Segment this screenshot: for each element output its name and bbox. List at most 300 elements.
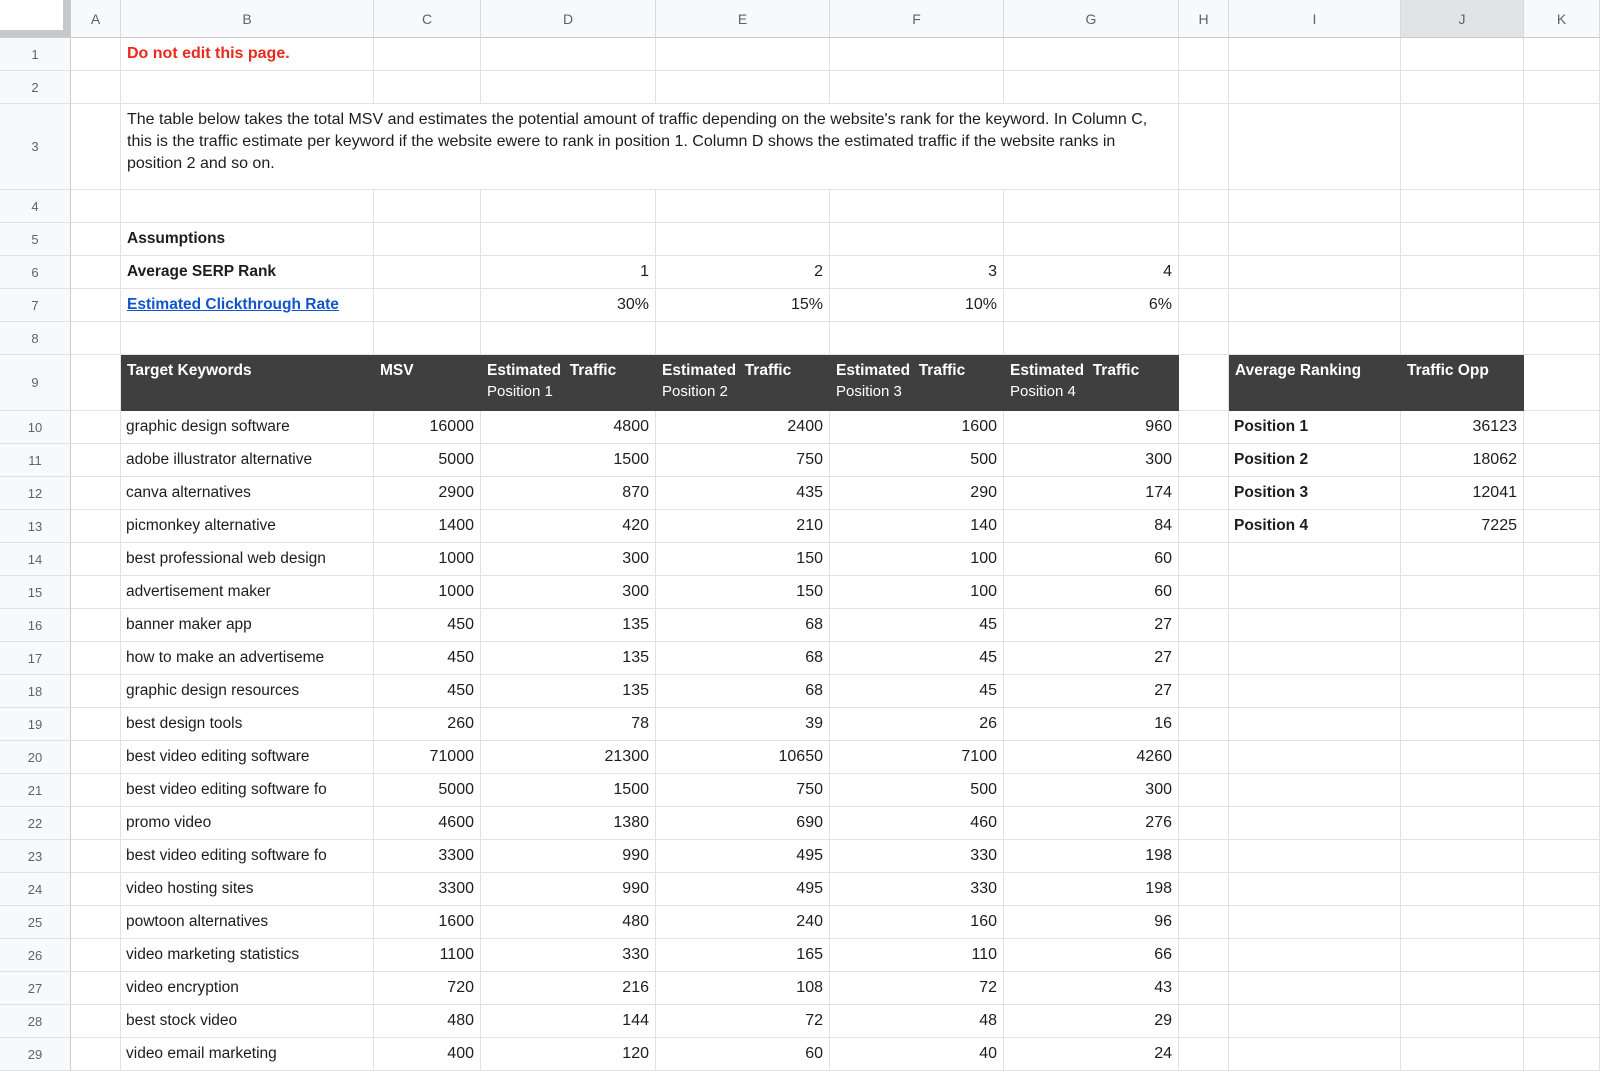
cell-D1[interactable]	[481, 38, 656, 71]
cell-E7[interactable]	[656, 289, 830, 322]
estimated-ctr-link[interactable]: Estimated Clickthrough Rate	[127, 296, 339, 313]
cell-F18[interactable]	[830, 675, 1004, 708]
column-header-D[interactable]: D	[481, 0, 656, 38]
cell-D8[interactable]	[481, 322, 656, 355]
cell-C12[interactable]	[374, 477, 481, 510]
cell-I24[interactable]	[1229, 873, 1401, 906]
cell-G24[interactable]	[1004, 873, 1179, 906]
cell-D10[interactable]	[481, 411, 656, 444]
column-header-F[interactable]: F	[830, 0, 1004, 38]
cell-A11[interactable]	[71, 444, 121, 477]
row-header-3[interactable]: 3	[0, 104, 71, 190]
cell-H29[interactable]	[1179, 1038, 1229, 1071]
cell-C16[interactable]	[374, 609, 481, 642]
cell-F24[interactable]	[830, 873, 1004, 906]
cell-J12[interactable]	[1401, 477, 1524, 510]
row-header-25[interactable]: 25	[0, 906, 71, 939]
cell-G5[interactable]	[1004, 223, 1179, 256]
cell-B4[interactable]	[121, 190, 374, 223]
cell-J23[interactable]	[1401, 840, 1524, 873]
cell-K11[interactable]	[1524, 444, 1600, 477]
cell-C29[interactable]	[374, 1038, 481, 1071]
cell-E8[interactable]	[656, 322, 830, 355]
cell-F26[interactable]	[830, 939, 1004, 972]
cell-E13[interactable]	[656, 510, 830, 543]
cell-I23[interactable]	[1229, 840, 1401, 873]
cell-B11[interactable]	[121, 444, 374, 477]
cell-H15[interactable]	[1179, 576, 1229, 609]
cell-I10[interactable]	[1229, 411, 1401, 444]
cell-G7[interactable]	[1004, 289, 1179, 322]
cell-D11[interactable]	[481, 444, 656, 477]
cell-C8[interactable]	[374, 322, 481, 355]
cell-K5[interactable]	[1524, 223, 1600, 256]
cell-H8[interactable]	[1179, 322, 1229, 355]
cell-E12[interactable]	[656, 477, 830, 510]
row-header-18[interactable]: 18	[0, 675, 71, 708]
cell-E25[interactable]	[656, 906, 830, 939]
cell-I3[interactable]	[1229, 104, 1401, 190]
cell-B28[interactable]	[121, 1005, 374, 1038]
row-header-14[interactable]: 14	[0, 543, 71, 576]
cell-I2[interactable]	[1229, 71, 1401, 104]
row-header-6[interactable]: 6	[0, 256, 71, 289]
column-header-H[interactable]: H	[1179, 0, 1229, 38]
cell-I13[interactable]	[1229, 510, 1401, 543]
cell-H13[interactable]	[1179, 510, 1229, 543]
cell-I12[interactable]	[1229, 477, 1401, 510]
cell-B7[interactable]	[121, 289, 374, 322]
cell-J17[interactable]	[1401, 642, 1524, 675]
cell-F4[interactable]	[830, 190, 1004, 223]
row-header-26[interactable]: 26	[0, 939, 71, 972]
row-header-13[interactable]: 13	[0, 510, 71, 543]
cell-C11[interactable]	[374, 444, 481, 477]
cell-H16[interactable]	[1179, 609, 1229, 642]
cell-D6[interactable]	[481, 256, 656, 289]
cell-H6[interactable]	[1179, 256, 1229, 289]
cell-J27[interactable]	[1401, 972, 1524, 1005]
cell-A14[interactable]	[71, 543, 121, 576]
cell-F15[interactable]	[830, 576, 1004, 609]
cell-E6[interactable]	[656, 256, 830, 289]
cell-I29[interactable]	[1229, 1038, 1401, 1071]
cell-B29[interactable]	[121, 1038, 374, 1071]
cell-C15[interactable]	[374, 576, 481, 609]
cell-A3[interactable]	[71, 104, 121, 190]
cell-H17[interactable]	[1179, 642, 1229, 675]
cell-H20[interactable]	[1179, 741, 1229, 774]
cell-G4[interactable]	[1004, 190, 1179, 223]
cell-E17[interactable]	[656, 642, 830, 675]
row-header-12[interactable]: 12	[0, 477, 71, 510]
cell-B27[interactable]	[121, 972, 374, 1005]
row-header-5[interactable]: 5	[0, 223, 71, 256]
cell-C10[interactable]	[374, 411, 481, 444]
cell-J15[interactable]	[1401, 576, 1524, 609]
cell-E18[interactable]	[656, 675, 830, 708]
cell-G23[interactable]	[1004, 840, 1179, 873]
cell-B10[interactable]	[121, 411, 374, 444]
cell-A6[interactable]	[71, 256, 121, 289]
cell-B23[interactable]	[121, 840, 374, 873]
column-header-E[interactable]: E	[656, 0, 830, 38]
cell-J14[interactable]	[1401, 543, 1524, 576]
cell-A15[interactable]	[71, 576, 121, 609]
cell-K14[interactable]	[1524, 543, 1600, 576]
cell-F29[interactable]	[830, 1038, 1004, 1071]
cell-F13[interactable]	[830, 510, 1004, 543]
cell-H10[interactable]	[1179, 411, 1229, 444]
cell-C18[interactable]	[374, 675, 481, 708]
row-header-10[interactable]: 10	[0, 411, 71, 444]
cell-H19[interactable]	[1179, 708, 1229, 741]
cell-I20[interactable]	[1229, 741, 1401, 774]
row-header-7[interactable]: 7	[0, 289, 71, 322]
cell-G25[interactable]	[1004, 906, 1179, 939]
cell-I18[interactable]	[1229, 675, 1401, 708]
cell-D4[interactable]	[481, 190, 656, 223]
column-header-A[interactable]: A	[71, 0, 121, 38]
cell-K28[interactable]	[1524, 1005, 1600, 1038]
cell-B15[interactable]	[121, 576, 374, 609]
cell-J6[interactable]	[1401, 256, 1524, 289]
column-header-J[interactable]: J	[1401, 0, 1524, 38]
cell-C17[interactable]	[374, 642, 481, 675]
row-header-8[interactable]: 8	[0, 322, 71, 355]
cell-F2[interactable]	[830, 71, 1004, 104]
cell-D17[interactable]	[481, 642, 656, 675]
cell-D21[interactable]	[481, 774, 656, 807]
cell-D7[interactable]	[481, 289, 656, 322]
cell-I22[interactable]	[1229, 807, 1401, 840]
cell-G20[interactable]	[1004, 741, 1179, 774]
cell-I4[interactable]	[1229, 190, 1401, 223]
cell-B20[interactable]	[121, 741, 374, 774]
cell-J11[interactable]	[1401, 444, 1524, 477]
cell-F9[interactable]	[830, 355, 1004, 411]
cell-D23[interactable]	[481, 840, 656, 873]
cell-K9[interactable]	[1524, 355, 1600, 411]
select-all-corner[interactable]	[0, 0, 71, 38]
cell-A13[interactable]	[71, 510, 121, 543]
cell-D19[interactable]	[481, 708, 656, 741]
row-header-1[interactable]: 1	[0, 38, 71, 71]
cell-E2[interactable]	[656, 71, 830, 104]
cell-E14[interactable]	[656, 543, 830, 576]
cell-I5[interactable]	[1229, 223, 1401, 256]
cell-G28[interactable]	[1004, 1005, 1179, 1038]
cell-I8[interactable]	[1229, 322, 1401, 355]
cell-K4[interactable]	[1524, 190, 1600, 223]
cell-H14[interactable]	[1179, 543, 1229, 576]
cell-E11[interactable]	[656, 444, 830, 477]
cell-D16[interactable]	[481, 609, 656, 642]
cell-B6[interactable]	[121, 256, 374, 289]
cell-G10[interactable]	[1004, 411, 1179, 444]
row-header-2[interactable]: 2	[0, 71, 71, 104]
cell-F10[interactable]	[830, 411, 1004, 444]
cell-B3[interactable]	[121, 104, 1179, 190]
cell-C14[interactable]	[374, 543, 481, 576]
cell-K2[interactable]	[1524, 71, 1600, 104]
cell-I16[interactable]	[1229, 609, 1401, 642]
cell-A27[interactable]	[71, 972, 121, 1005]
cell-F12[interactable]	[830, 477, 1004, 510]
column-header-B[interactable]: B	[121, 0, 374, 38]
cell-A20[interactable]	[71, 741, 121, 774]
cell-E23[interactable]	[656, 840, 830, 873]
cell-K16[interactable]	[1524, 609, 1600, 642]
cell-J20[interactable]	[1401, 741, 1524, 774]
cell-A23[interactable]	[71, 840, 121, 873]
cell-K27[interactable]	[1524, 972, 1600, 1005]
row-header-16[interactable]: 16	[0, 609, 71, 642]
cell-K12[interactable]	[1524, 477, 1600, 510]
cell-J8[interactable]	[1401, 322, 1524, 355]
cell-B24[interactable]	[121, 873, 374, 906]
cell-A9[interactable]	[71, 355, 121, 411]
cell-K26[interactable]	[1524, 939, 1600, 972]
cell-F8[interactable]	[830, 322, 1004, 355]
cell-K13[interactable]	[1524, 510, 1600, 543]
cell-C19[interactable]	[374, 708, 481, 741]
cell-K19[interactable]	[1524, 708, 1600, 741]
cell-K3[interactable]	[1524, 104, 1600, 190]
cell-C9[interactable]	[374, 355, 481, 411]
cell-I26[interactable]	[1229, 939, 1401, 972]
cell-K6[interactable]	[1524, 256, 1600, 289]
cell-B25[interactable]	[121, 906, 374, 939]
row-header-9[interactable]: 9	[0, 355, 71, 411]
cell-H3[interactable]	[1179, 104, 1229, 190]
cell-G16[interactable]	[1004, 609, 1179, 642]
cell-B26[interactable]	[121, 939, 374, 972]
cell-H18[interactable]	[1179, 675, 1229, 708]
cell-E29[interactable]	[656, 1038, 830, 1071]
cell-K20[interactable]	[1524, 741, 1600, 774]
cell-B18[interactable]	[121, 675, 374, 708]
cell-G13[interactable]	[1004, 510, 1179, 543]
cell-C28[interactable]	[374, 1005, 481, 1038]
cell-J18[interactable]	[1401, 675, 1524, 708]
cell-G22[interactable]	[1004, 807, 1179, 840]
cell-A8[interactable]	[71, 322, 121, 355]
cell-H11[interactable]	[1179, 444, 1229, 477]
cell-B14[interactable]	[121, 543, 374, 576]
cell-K25[interactable]	[1524, 906, 1600, 939]
cell-D28[interactable]	[481, 1005, 656, 1038]
cell-A22[interactable]	[71, 807, 121, 840]
cell-C27[interactable]	[374, 972, 481, 1005]
cell-I6[interactable]	[1229, 256, 1401, 289]
cell-J13[interactable]	[1401, 510, 1524, 543]
cell-J21[interactable]	[1401, 774, 1524, 807]
row-header-15[interactable]: 15	[0, 576, 71, 609]
cell-H26[interactable]	[1179, 939, 1229, 972]
cell-D22[interactable]	[481, 807, 656, 840]
cell-H4[interactable]	[1179, 190, 1229, 223]
cell-G18[interactable]	[1004, 675, 1179, 708]
cell-E1[interactable]	[656, 38, 830, 71]
column-header-C[interactable]: C	[374, 0, 481, 38]
cell-J3[interactable]	[1401, 104, 1524, 190]
cell-J28[interactable]	[1401, 1005, 1524, 1038]
cell-I25[interactable]	[1229, 906, 1401, 939]
row-header-23[interactable]: 23	[0, 840, 71, 873]
cell-J1[interactable]	[1401, 38, 1524, 71]
cell-H7[interactable]	[1179, 289, 1229, 322]
cell-I9[interactable]	[1229, 355, 1401, 411]
row-header-21[interactable]: 21	[0, 774, 71, 807]
cell-C2[interactable]	[374, 71, 481, 104]
cell-A26[interactable]	[71, 939, 121, 972]
cell-J19[interactable]	[1401, 708, 1524, 741]
cell-H2[interactable]	[1179, 71, 1229, 104]
cell-F25[interactable]	[830, 906, 1004, 939]
cell-A28[interactable]	[71, 1005, 121, 1038]
cell-A12[interactable]	[71, 477, 121, 510]
cell-E9[interactable]	[656, 355, 830, 411]
cell-A16[interactable]	[71, 609, 121, 642]
cell-F19[interactable]	[830, 708, 1004, 741]
cell-F7[interactable]	[830, 289, 1004, 322]
cell-A1[interactable]	[71, 38, 121, 71]
cell-K22[interactable]	[1524, 807, 1600, 840]
cell-C20[interactable]	[374, 741, 481, 774]
cell-E15[interactable]	[656, 576, 830, 609]
cell-A29[interactable]	[71, 1038, 121, 1071]
column-header-K[interactable]: K	[1524, 0, 1600, 38]
cell-J7[interactable]	[1401, 289, 1524, 322]
cell-A25[interactable]	[71, 906, 121, 939]
row-header-4[interactable]: 4	[0, 190, 71, 223]
cell-D2[interactable]	[481, 71, 656, 104]
cell-G26[interactable]	[1004, 939, 1179, 972]
cell-A18[interactable]	[71, 675, 121, 708]
cell-B16[interactable]	[121, 609, 374, 642]
cell-D24[interactable]	[481, 873, 656, 906]
cell-C24[interactable]	[374, 873, 481, 906]
cell-G6[interactable]	[1004, 256, 1179, 289]
cell-D29[interactable]	[481, 1038, 656, 1071]
cell-D27[interactable]	[481, 972, 656, 1005]
cell-E16[interactable]	[656, 609, 830, 642]
cell-D9[interactable]	[481, 355, 656, 411]
cell-K18[interactable]	[1524, 675, 1600, 708]
row-header-27[interactable]: 27	[0, 972, 71, 1005]
cell-K1[interactable]	[1524, 38, 1600, 71]
cell-E20[interactable]	[656, 741, 830, 774]
cell-D13[interactable]	[481, 510, 656, 543]
cell-E19[interactable]	[656, 708, 830, 741]
cell-J4[interactable]	[1401, 190, 1524, 223]
cell-C5[interactable]	[374, 223, 481, 256]
cell-F5[interactable]	[830, 223, 1004, 256]
cell-C21[interactable]	[374, 774, 481, 807]
cell-A21[interactable]	[71, 774, 121, 807]
cell-A19[interactable]	[71, 708, 121, 741]
cell-A10[interactable]	[71, 411, 121, 444]
cell-E27[interactable]	[656, 972, 830, 1005]
cell-H5[interactable]	[1179, 223, 1229, 256]
cell-H24[interactable]	[1179, 873, 1229, 906]
cell-C26[interactable]	[374, 939, 481, 972]
row-header-29[interactable]: 29	[0, 1038, 71, 1071]
cell-I17[interactable]	[1229, 642, 1401, 675]
cell-J10[interactable]	[1401, 411, 1524, 444]
cell-B13[interactable]	[121, 510, 374, 543]
cell-G14[interactable]	[1004, 543, 1179, 576]
cell-G9[interactable]	[1004, 355, 1179, 411]
cell-C13[interactable]	[374, 510, 481, 543]
cell-F16[interactable]	[830, 609, 1004, 642]
cell-D15[interactable]	[481, 576, 656, 609]
cell-A17[interactable]	[71, 642, 121, 675]
cell-D18[interactable]	[481, 675, 656, 708]
row-header-19[interactable]: 19	[0, 708, 71, 741]
cell-G21[interactable]	[1004, 774, 1179, 807]
cell-B21[interactable]	[121, 774, 374, 807]
row-header-28[interactable]: 28	[0, 1005, 71, 1038]
cell-B22[interactable]	[121, 807, 374, 840]
cell-J2[interactable]	[1401, 71, 1524, 104]
cell-H28[interactable]	[1179, 1005, 1229, 1038]
cell-G1[interactable]	[1004, 38, 1179, 71]
cell-K24[interactable]	[1524, 873, 1600, 906]
cell-D14[interactable]	[481, 543, 656, 576]
cell-E10[interactable]	[656, 411, 830, 444]
column-header-G[interactable]: G	[1004, 0, 1179, 38]
cell-K21[interactable]	[1524, 774, 1600, 807]
cell-G19[interactable]	[1004, 708, 1179, 741]
cell-J26[interactable]	[1401, 939, 1524, 972]
cell-J9[interactable]	[1401, 355, 1524, 411]
cell-I28[interactable]	[1229, 1005, 1401, 1038]
cell-D20[interactable]	[481, 741, 656, 774]
cell-B8[interactable]	[121, 322, 374, 355]
row-header-11[interactable]: 11	[0, 444, 71, 477]
cell-K7[interactable]	[1524, 289, 1600, 322]
cell-C4[interactable]	[374, 190, 481, 223]
cell-E5[interactable]	[656, 223, 830, 256]
cell-C1[interactable]	[374, 38, 481, 71]
cell-B19[interactable]	[121, 708, 374, 741]
cell-D25[interactable]	[481, 906, 656, 939]
row-header-17[interactable]: 17	[0, 642, 71, 675]
cell-G2[interactable]	[1004, 71, 1179, 104]
cell-D26[interactable]	[481, 939, 656, 972]
cell-E21[interactable]	[656, 774, 830, 807]
cell-A24[interactable]	[71, 873, 121, 906]
cell-I21[interactable]	[1229, 774, 1401, 807]
cell-H27[interactable]	[1179, 972, 1229, 1005]
cell-G27[interactable]	[1004, 972, 1179, 1005]
cell-B5[interactable]	[121, 223, 374, 256]
cell-E24[interactable]	[656, 873, 830, 906]
cell-K23[interactable]	[1524, 840, 1600, 873]
cell-D5[interactable]	[481, 223, 656, 256]
cell-G29[interactable]	[1004, 1038, 1179, 1071]
cell-H22[interactable]	[1179, 807, 1229, 840]
cell-F11[interactable]	[830, 444, 1004, 477]
cell-C25[interactable]	[374, 906, 481, 939]
cell-I1[interactable]	[1229, 38, 1401, 71]
cell-I27[interactable]	[1229, 972, 1401, 1005]
cell-A2[interactable]	[71, 71, 121, 104]
cell-C23[interactable]	[374, 840, 481, 873]
cell-E22[interactable]	[656, 807, 830, 840]
